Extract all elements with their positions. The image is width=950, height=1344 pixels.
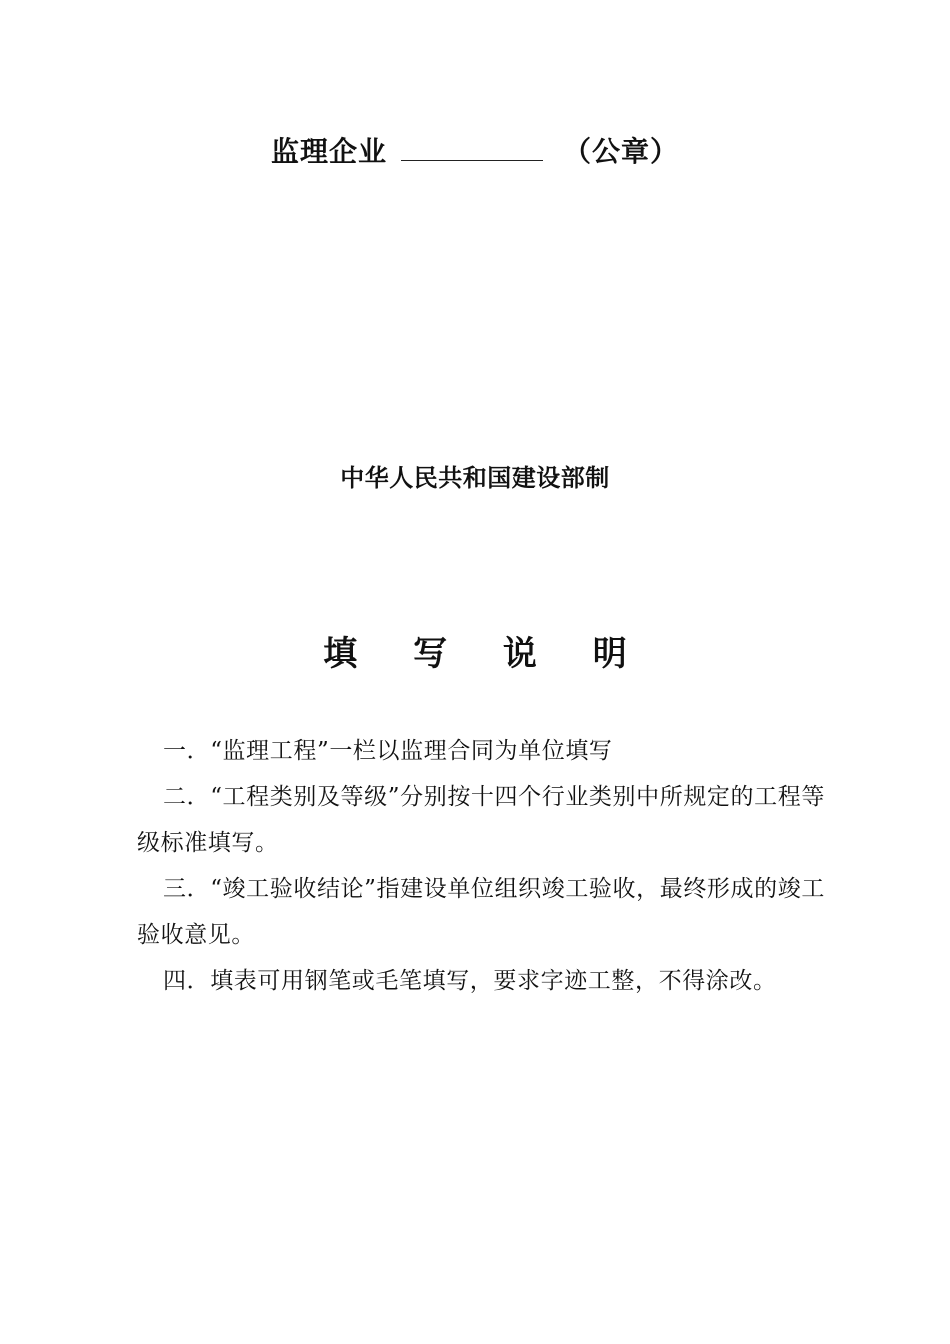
instruction-item-4: 四．填表可用钢笔或毛笔填写，要求字迹工整，不得涂改。 — [163, 968, 777, 994]
instruction-item-1: 一．“监理工程”一栏以监理合同为单位填写 — [163, 738, 613, 764]
instruction-item-2: 二．“工程类别及等级”分别按十四个行业类别中所规定的工程等级标准填写。 — [137, 784, 825, 856]
company-label: 监理企业 — [270, 135, 387, 168]
instruction-item-3: 三．“竣工验收结论”指建设单位组织竣工验收，最终形成的竣工验收意见。 — [137, 876, 825, 948]
seal-label: （公章） — [563, 135, 680, 168]
company-name-blank — [401, 134, 543, 161]
instructions-title: 填 写 说 明 — [323, 634, 649, 674]
issuer-text: 中华人民共和国建设部制 — [340, 463, 610, 492]
company-seal-line — [0, 130, 950, 170]
instructions-list — [137, 728, 837, 1004]
